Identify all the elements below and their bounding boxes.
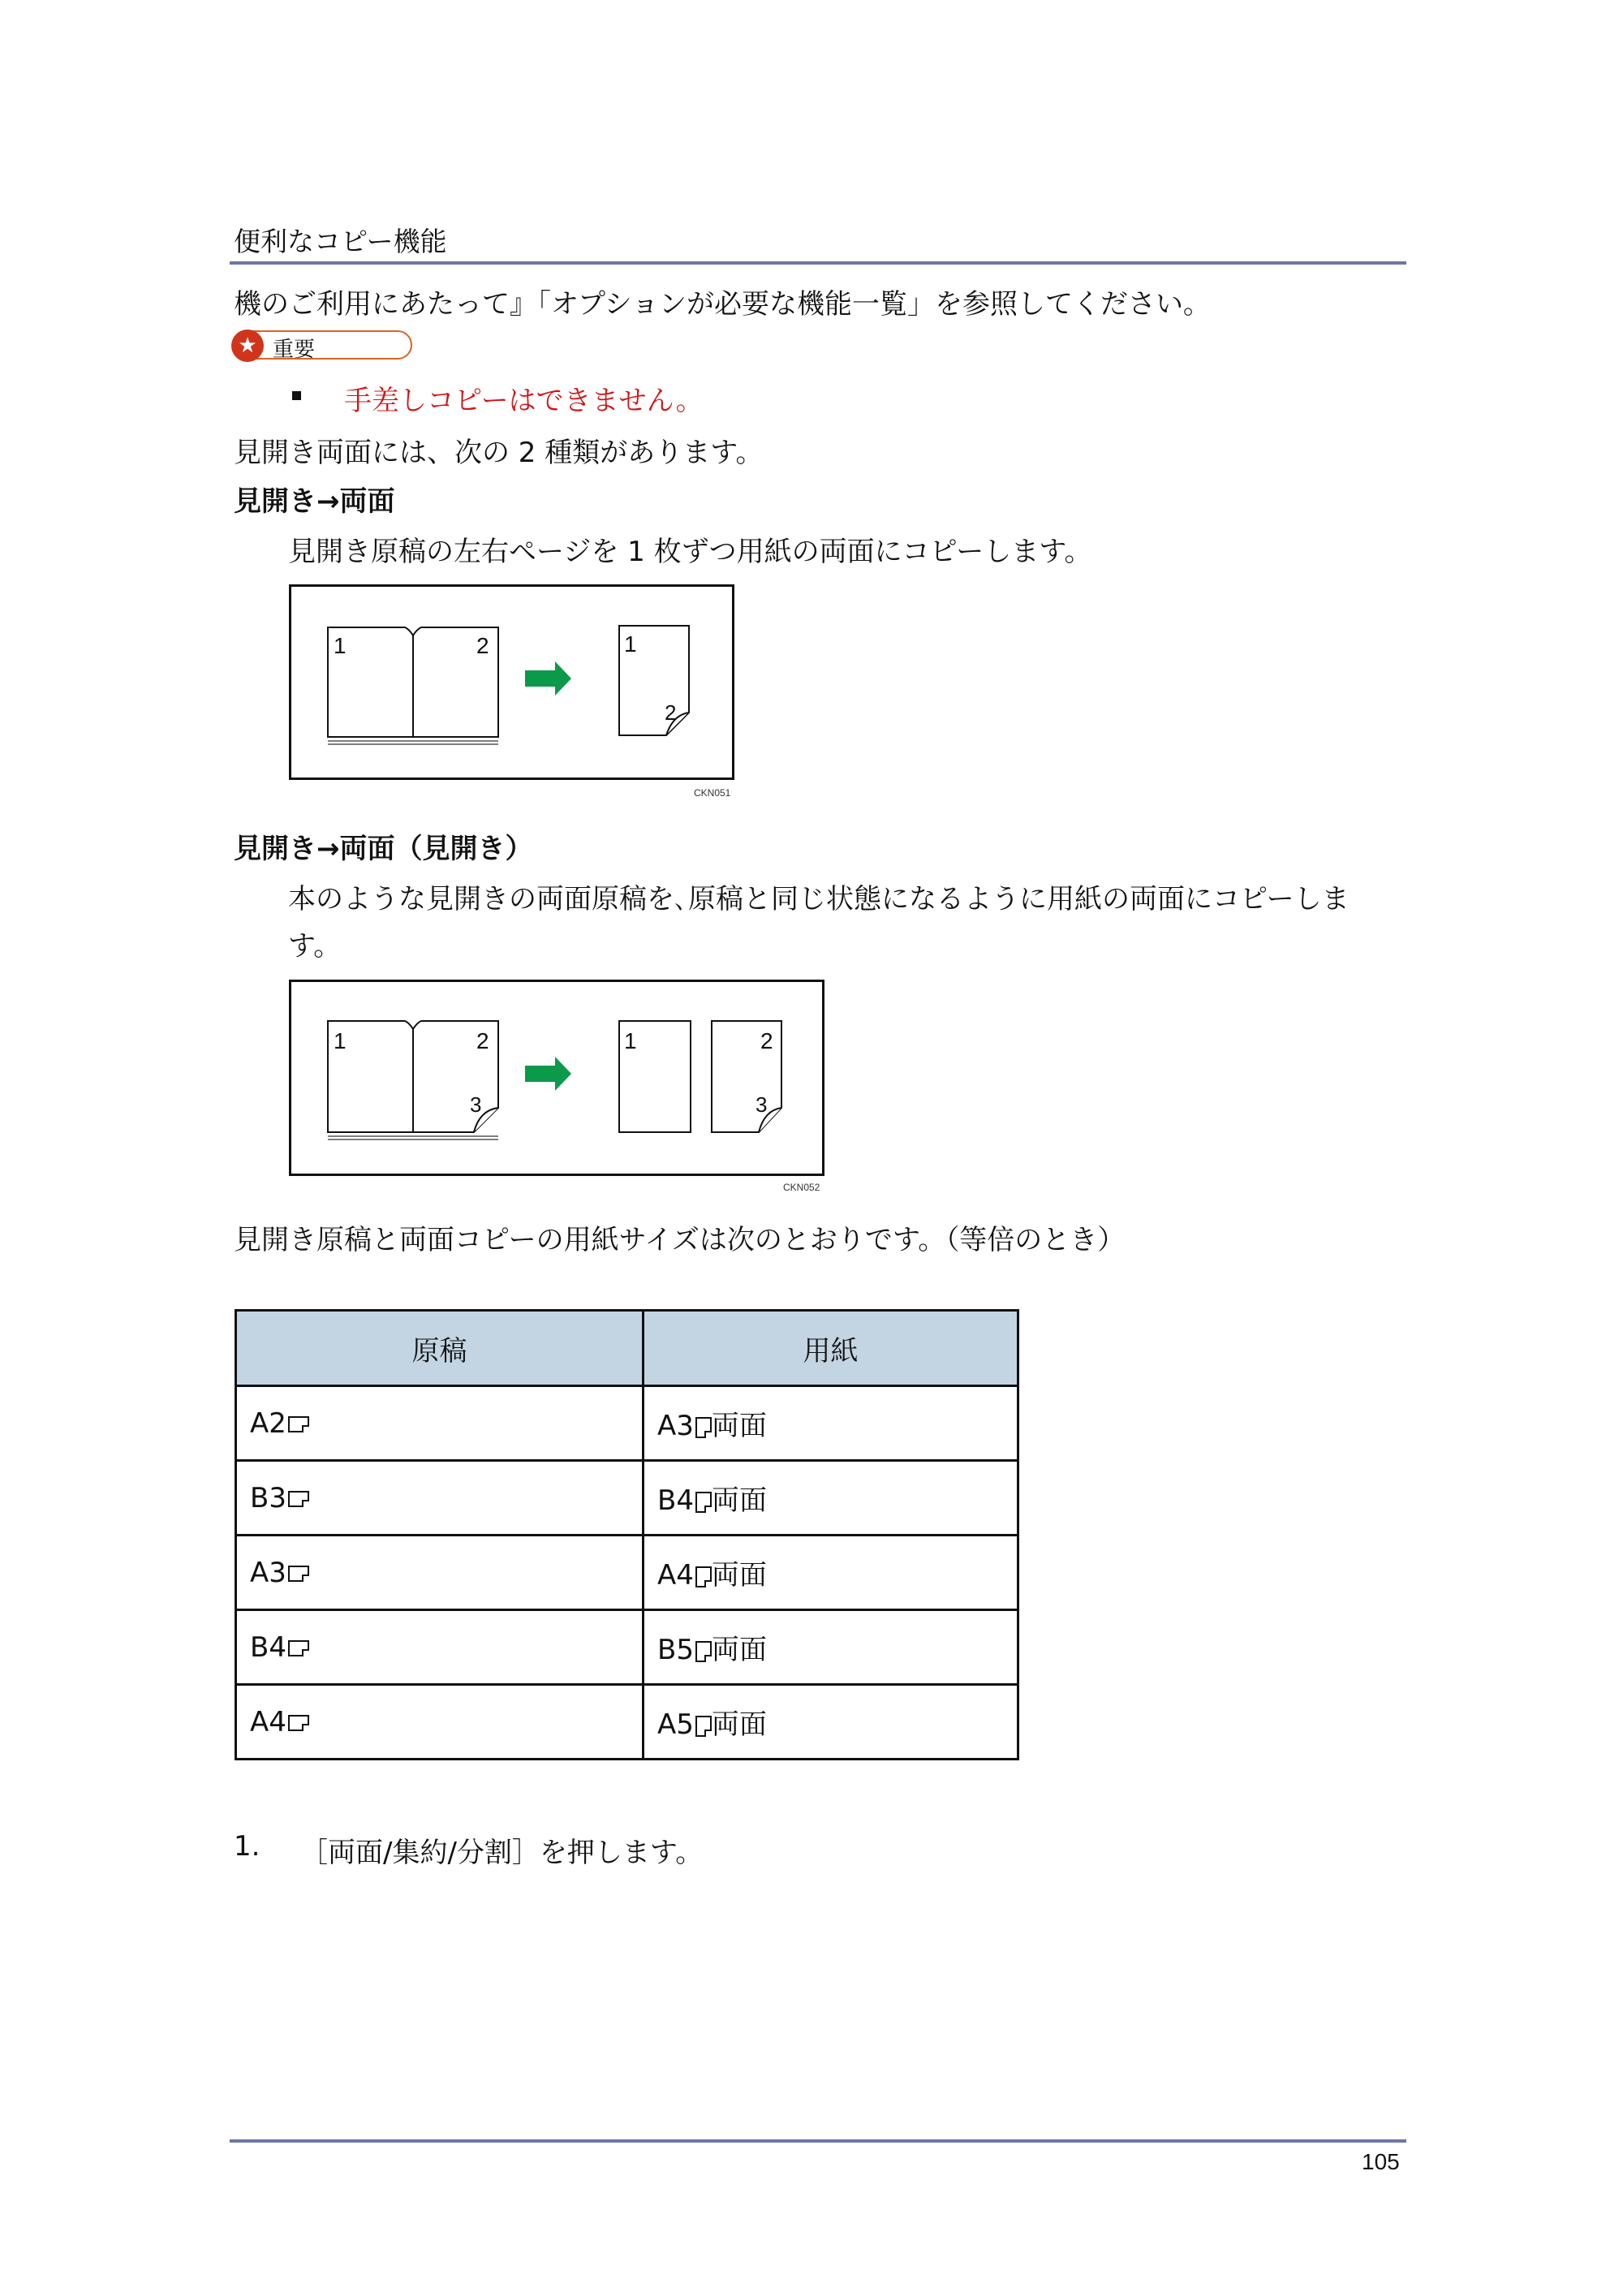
duplex-label: 両面: [711, 1484, 767, 1517]
important-label: 重要: [273, 338, 316, 362]
step-number: 1.: [234, 1830, 260, 1863]
original-size: B4: [250, 1630, 286, 1664]
intro-line: 機のご利用にあたって』「オプションが必要な機能一覧」を参照してください。: [234, 288, 1211, 321]
step-text: ［両面/集約/分割］を押します。: [300, 1837, 704, 1869]
landscape-paper-icon: [288, 1416, 309, 1432]
section2-text-line2: す。: [288, 930, 342, 963]
paper-size: A5: [657, 1708, 694, 1741]
table-row: [236, 1461, 1018, 1536]
column-header-paper: 用紙: [644, 1311, 1018, 1386]
original-size: A2: [250, 1406, 286, 1440]
landscape-paper-icon: [288, 1715, 309, 1731]
section1-text: 見開き原稿の左右ページを 1 枚ずつ用紙の両面にコピーします。: [288, 536, 1092, 568]
footer-divider: [230, 2139, 1406, 2143]
paper-size-table: [235, 1309, 1019, 1760]
portrait-paper-icon: [695, 1566, 712, 1587]
output2-back-number: 3: [756, 1092, 768, 1117]
paper-size-cell: [644, 1536, 1018, 1610]
portrait-paper-icon: [695, 1641, 712, 1662]
important-note: 手差しコピーはできません。: [344, 385, 704, 417]
duplex-label: 両面: [711, 1410, 767, 1442]
table-intro: 見開き原稿と両面コピーの用紙サイズは次のとおりです。（等倍のとき）: [234, 1224, 1126, 1256]
table-row: [236, 1685, 1018, 1760]
landscape-paper-icon: [288, 1491, 309, 1507]
landscape-paper-icon: [288, 1566, 309, 1582]
right-page-number: 2: [476, 1028, 489, 1053]
output-back-number: 2: [665, 700, 677, 725]
left-page-number: 1: [334, 633, 347, 658]
paper-size: A4: [657, 1559, 694, 1592]
portrait-paper-icon: [695, 1492, 712, 1513]
duplex-label: 両面: [711, 1634, 767, 1666]
section1-heading: 見開き→両面: [234, 485, 395, 518]
section2-text-line1: 本のような見開きの両面原稿を､原稿と同じ状態になるように用紙の両面にコピーしま: [288, 883, 1350, 915]
page-number: 105: [1362, 2149, 1400, 2174]
section2-heading: 見開き→両面（見開き）: [234, 833, 533, 865]
original-size-cell: [236, 1610, 644, 1685]
spread-to-duplex-diagram: [291, 587, 737, 782]
figure-ckn051: [289, 584, 734, 780]
spread-to-duplex-spread-diagram: [291, 982, 827, 1178]
original-size-cell: [236, 1386, 644, 1461]
left-page-number: 1: [334, 1028, 347, 1053]
bullet-icon: [292, 391, 301, 400]
arrow-right-icon: [525, 661, 571, 696]
paper-size-cell: [644, 1386, 1018, 1461]
star-icon: ★: [231, 330, 264, 362]
paper-size-cell: [644, 1610, 1018, 1685]
duplex-label: 両面: [711, 1559, 767, 1592]
right-page-number: 2: [476, 633, 489, 658]
output2-front-number: 2: [760, 1028, 773, 1053]
original-size: A3: [250, 1556, 286, 1589]
original-size: B3: [250, 1481, 286, 1514]
figure-ckn052: [289, 980, 824, 1176]
paper-size-cell: [644, 1685, 1018, 1760]
column-header-original: 原稿: [236, 1311, 644, 1386]
portrait-paper-icon: [695, 1417, 712, 1438]
chapter-title: 便利なコピー機能: [234, 226, 447, 257]
original-size-cell: [236, 1685, 644, 1760]
portrait-paper-icon: [695, 1716, 712, 1737]
original-size-cell: [236, 1536, 644, 1610]
important-badge: [232, 330, 412, 360]
table-row: [236, 1610, 1018, 1685]
landscape-paper-icon: [288, 1640, 309, 1656]
table-row: [236, 1536, 1018, 1610]
output-front-number: 1: [624, 631, 637, 657]
header-divider: [230, 261, 1406, 265]
paper-size: B5: [657, 1634, 694, 1666]
output1-front-number: 1: [624, 1028, 637, 1053]
arrow-right-icon: [525, 1057, 571, 1091]
table-header-row: [236, 1311, 1018, 1386]
back-page-number: 3: [470, 1092, 482, 1117]
paper-size: A3: [657, 1410, 694, 1442]
duplex-label: 両面: [711, 1708, 767, 1741]
original-size: A4: [250, 1705, 286, 1738]
lead-text: 見開き両面には、次の 2 種類があります。: [234, 437, 764, 469]
table-row: [236, 1386, 1018, 1461]
paper-size: B4: [657, 1484, 694, 1517]
paper-size-cell: [644, 1461, 1018, 1536]
figure-code: CKN052: [783, 1182, 820, 1193]
original-size-cell: [236, 1461, 644, 1536]
figure-code: CKN051: [694, 787, 731, 799]
